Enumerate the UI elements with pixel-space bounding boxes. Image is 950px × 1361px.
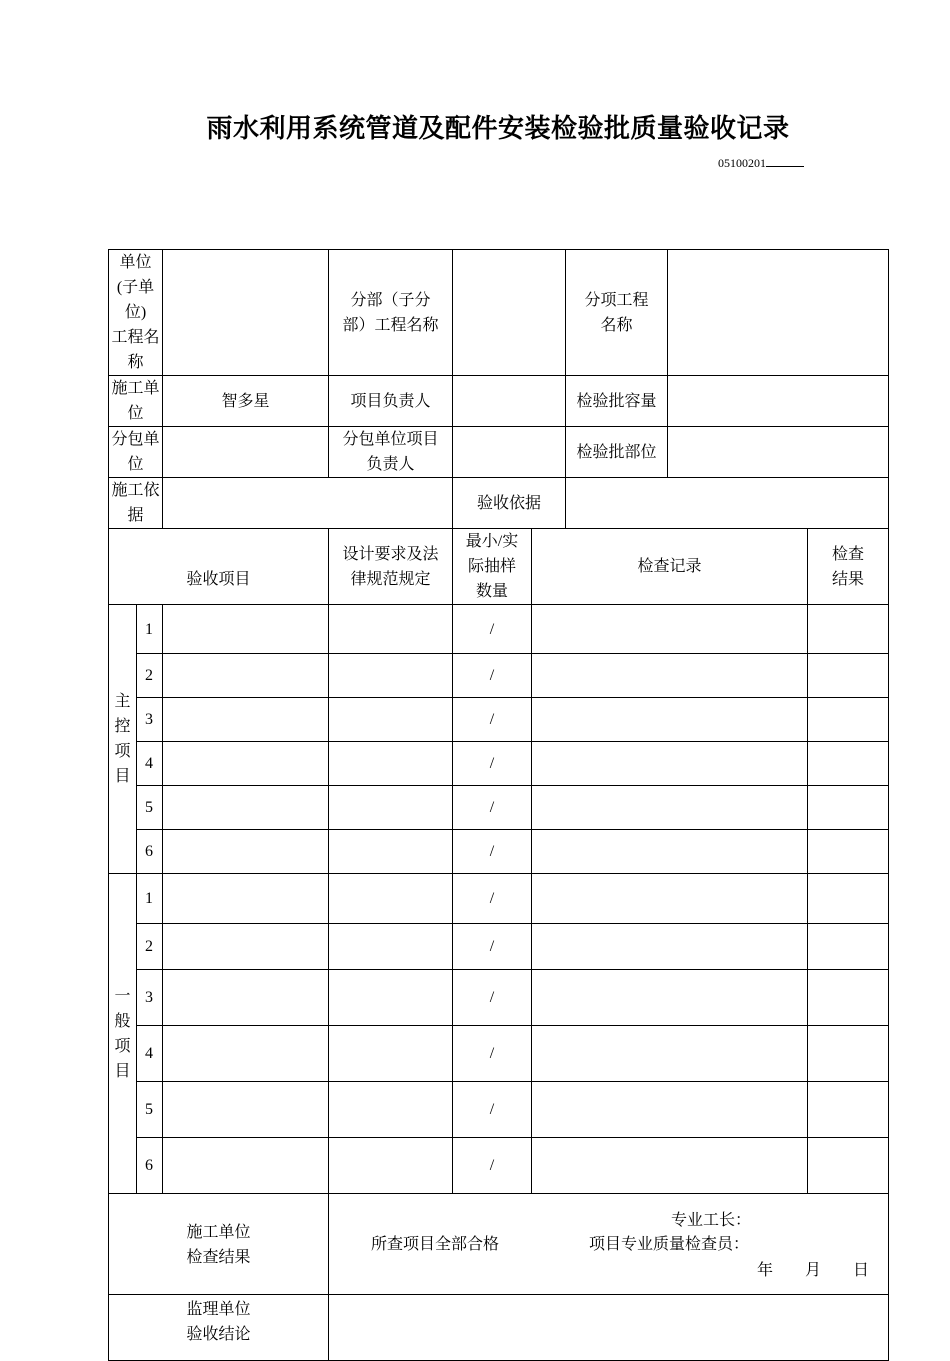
main-control-sample-field[interactable]: /	[453, 830, 532, 874]
sub-manager-label: 分包单位项目 负责人	[329, 427, 453, 478]
column-item-header: 验收项目	[109, 529, 329, 605]
general-record-field[interactable]	[532, 924, 808, 970]
supervision-label: 监理单位 验收结论	[109, 1295, 329, 1361]
supervision-conclusion-field[interactable]	[329, 1295, 889, 1361]
project-manager-label: 项目负责人	[329, 376, 453, 427]
general-row-number: 6	[137, 1138, 163, 1194]
general-result-field[interactable]	[808, 1082, 889, 1138]
main-control-row	[109, 605, 889, 654]
subitem-name-label: 分项工程 名称	[566, 250, 668, 376]
main-control-item-field[interactable]	[163, 654, 329, 698]
general-record-field[interactable]	[532, 874, 808, 924]
subdivision-name-field[interactable]	[453, 250, 566, 376]
main-control-sample-field[interactable]: /	[453, 698, 532, 742]
subitem-name-field[interactable]	[668, 250, 889, 376]
general-row	[109, 1138, 889, 1194]
main-control-result-field[interactable]	[808, 830, 889, 874]
unit-project-name-label: 单位(子单位) 工程名称	[109, 250, 163, 376]
main-control-section-label: 主 控 项 目	[109, 605, 137, 874]
construction-check-row	[109, 1194, 889, 1295]
acceptance-basis-label: 验收依据	[453, 478, 566, 529]
header-row-4	[109, 478, 889, 529]
main-control-row-number: 6	[137, 830, 163, 874]
main-control-row	[109, 830, 889, 874]
general-result-field[interactable]	[808, 1026, 889, 1082]
form-code	[718, 155, 804, 171]
general-section-label: 一 般 项 目	[109, 874, 137, 1194]
general-sample-field[interactable]: /	[453, 1138, 532, 1194]
column-sample-header: 最小/实 际抽样 数量	[453, 529, 532, 605]
general-item-field[interactable]	[163, 1026, 329, 1082]
main-control-design-field[interactable]	[329, 786, 453, 830]
column-result-header: 检查 结果	[808, 529, 889, 605]
main-control-result-field[interactable]	[808, 654, 889, 698]
form-code-blank	[766, 155, 804, 167]
batch-capacity-label: 检验批容量	[566, 376, 668, 427]
foreman-label: 专业工长：	[671, 1212, 752, 1229]
general-record-field[interactable]	[532, 1082, 808, 1138]
construction-basis-field[interactable]	[163, 478, 453, 529]
unit-project-name-field[interactable]	[163, 250, 329, 376]
general-result-field[interactable]	[808, 1138, 889, 1194]
main-control-row	[109, 742, 889, 786]
acceptance-basis-field[interactable]	[566, 478, 889, 529]
general-item-field[interactable]	[163, 1082, 329, 1138]
construction-check-label: 施工单位 检查结果	[109, 1194, 329, 1295]
main-control-record-field[interactable]	[532, 605, 808, 654]
general-result-field[interactable]	[808, 970, 889, 1026]
general-design-field[interactable]	[329, 874, 453, 924]
general-row-number: 1	[137, 874, 163, 924]
general-record-field[interactable]	[532, 1138, 808, 1194]
main-control-design-field[interactable]	[329, 742, 453, 786]
general-sample-field[interactable]: /	[453, 1026, 532, 1082]
check-conclusion: 所查项目全部合格	[371, 1236, 500, 1253]
main-control-row-number: 3	[137, 698, 163, 742]
form-title: 雨水利用系统管道及配件安装检验批质量验收记录	[206, 114, 790, 144]
main-control-design-field[interactable]	[329, 605, 453, 654]
main-control-sample-field[interactable]: /	[453, 786, 532, 830]
general-row	[109, 924, 889, 970]
supervision-row	[109, 1295, 889, 1361]
general-row-number: 4	[137, 1026, 163, 1082]
general-sample-field[interactable]: /	[453, 1082, 532, 1138]
batch-location-field[interactable]	[668, 427, 889, 478]
construction-check-cell	[329, 1194, 889, 1295]
main-control-result-field[interactable]	[808, 698, 889, 742]
general-result-field[interactable]	[808, 874, 889, 924]
general-row	[109, 1026, 889, 1082]
main-control-item-field[interactable]	[163, 830, 329, 874]
check-date: 年 月 日	[757, 1262, 870, 1279]
construction-basis-label: 施工依据	[109, 478, 163, 529]
main-control-item-field[interactable]	[163, 786, 329, 830]
main-control-item-field[interactable]	[163, 698, 329, 742]
general-item-field[interactable]	[163, 970, 329, 1026]
main-control-sample-field[interactable]: /	[453, 742, 532, 786]
main-control-record-field[interactable]	[532, 830, 808, 874]
main-control-items	[109, 605, 889, 874]
main-control-record-field[interactable]	[532, 654, 808, 698]
main-control-sample-field[interactable]: /	[453, 654, 532, 698]
project-manager-field[interactable]	[453, 376, 566, 427]
main-control-row	[109, 654, 889, 698]
general-row-number: 5	[137, 1082, 163, 1138]
general-result-field[interactable]	[808, 924, 889, 970]
general-design-field[interactable]	[329, 1138, 453, 1194]
main-control-result-field[interactable]	[808, 605, 889, 654]
general-item-field[interactable]	[163, 924, 329, 970]
main-control-row	[109, 786, 889, 830]
subcontractor-label: 分包单位	[109, 427, 163, 478]
general-design-field[interactable]	[329, 1026, 453, 1082]
general-design-field[interactable]	[329, 970, 453, 1026]
main-control-design-field[interactable]	[329, 654, 453, 698]
general-item-field[interactable]	[163, 1138, 329, 1194]
quality-inspector-label: 项目专业质量检查员：	[589, 1236, 750, 1253]
header-row-3	[109, 427, 889, 478]
general-row	[109, 874, 889, 924]
main-control-design-field[interactable]	[329, 830, 453, 874]
batch-location-label: 检验批部位	[566, 427, 668, 478]
general-sample-field[interactable]: /	[453, 970, 532, 1026]
header-row-2	[109, 376, 889, 427]
main-control-record-field[interactable]	[532, 698, 808, 742]
acceptance-form-table	[108, 249, 889, 1361]
main-control-row-number: 1	[137, 605, 163, 654]
batch-capacity-field[interactable]	[668, 376, 889, 427]
main-control-row-number: 2	[137, 654, 163, 698]
column-record-header: 检查记录	[532, 529, 808, 605]
main-control-item-field[interactable]	[163, 605, 329, 654]
general-item-field[interactable]	[163, 874, 329, 924]
form-code-number: 05100201	[718, 156, 766, 170]
general-record-field[interactable]	[532, 1026, 808, 1082]
general-record-field[interactable]	[532, 970, 808, 1026]
contractor-field[interactable]: 智多星	[163, 376, 329, 427]
contractor-label: 施工单位	[109, 376, 163, 427]
main-control-result-field[interactable]	[808, 742, 889, 786]
main-control-row	[109, 698, 889, 742]
general-row	[109, 970, 889, 1026]
main-control-sample-field[interactable]: /	[453, 605, 532, 654]
subdivision-name-label: 分部（子分 部）工程名称	[329, 250, 453, 376]
main-control-result-field[interactable]	[808, 786, 889, 830]
general-items	[109, 874, 889, 1194]
general-row-number: 3	[137, 970, 163, 1026]
subcontractor-field[interactable]	[163, 427, 329, 478]
general-row-number: 2	[137, 924, 163, 970]
main-control-record-field[interactable]	[532, 786, 808, 830]
main-control-record-field[interactable]	[532, 742, 808, 786]
general-design-field[interactable]	[329, 924, 453, 970]
column-design-header: 设计要求及法 律规范规定	[329, 529, 453, 605]
main-control-row-number: 4	[137, 742, 163, 786]
general-design-field[interactable]	[329, 1082, 453, 1138]
header-row-1	[109, 250, 889, 376]
sub-manager-field[interactable]	[453, 427, 566, 478]
column-header-row	[109, 529, 889, 605]
main-control-item-field[interactable]	[163, 742, 329, 786]
general-sample-field[interactable]: /	[453, 924, 532, 970]
general-sample-field[interactable]: /	[453, 874, 532, 924]
main-control-design-field[interactable]	[329, 698, 453, 742]
main-control-row-number: 5	[137, 786, 163, 830]
general-row	[109, 1082, 889, 1138]
